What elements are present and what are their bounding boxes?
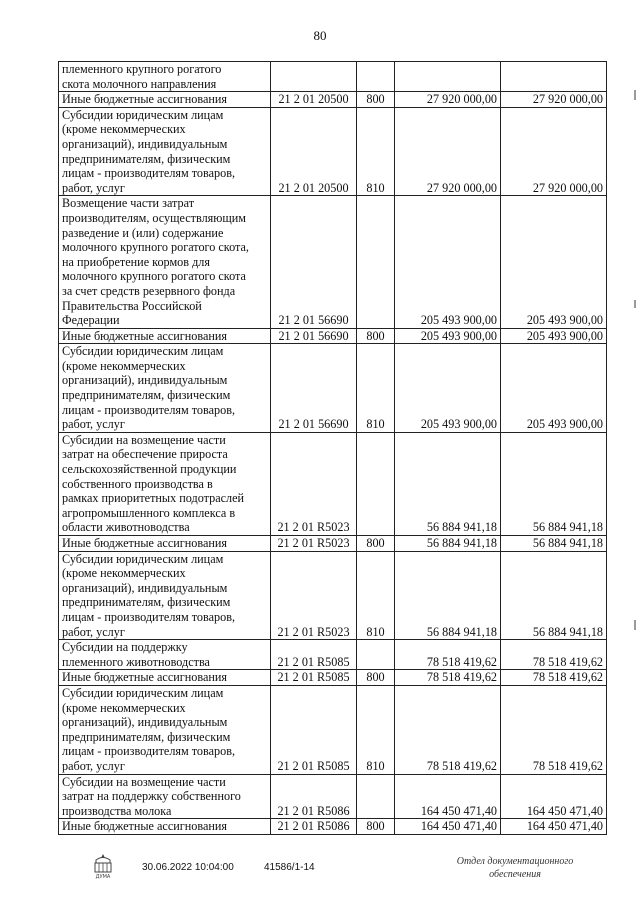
- row-name-cell: Субсидии юридическим лицам (кроме некоммерческих организаций), индивидуальным предпринимателям, физическим лицам - производителям товаров, работ, услуг: [59, 685, 271, 774]
- row-code-cell: 21 2 01 20500: [271, 92, 357, 108]
- row-name-cell: Субсидии на возмещение части затрат на поддержку собственного производства молока: [59, 774, 271, 819]
- row-name-cell: племенного крупного рогатого скота молочного направления: [59, 62, 271, 92]
- row-code-cell: 21 2 01 R5085: [271, 640, 357, 670]
- footer-department-stamp: Отдел документационного обеспечения: [456, 856, 574, 880]
- table-row: [59, 670, 607, 686]
- row-code-cell: 21 2 01 56690: [271, 196, 357, 328]
- duma-logo-icon: [90, 852, 116, 880]
- row-amount-1-cell: 56 884 941,18: [395, 536, 501, 552]
- row-amount-2-cell: 27 920 000,00: [501, 92, 607, 108]
- row-amount-2-cell: 56 884 941,18: [501, 432, 607, 535]
- footer-doc-number: 41586/1-14: [264, 862, 315, 873]
- row-code-cell: 21 2 01 R5023: [271, 536, 357, 552]
- row-expense-type-cell: 800: [357, 536, 395, 552]
- row-expense-type-cell: 810: [357, 685, 395, 774]
- row-code-cell: [271, 62, 357, 92]
- table-row: [59, 344, 607, 433]
- page-number: 80: [313, 28, 327, 43]
- footer: [0, 850, 640, 890]
- row-amount-1-cell: 56 884 941,18: [395, 432, 501, 535]
- row-amount-2-cell: [501, 62, 607, 92]
- row-amount-2-cell: 56 884 941,18: [501, 536, 607, 552]
- row-code-cell: 21 2 01 56690: [271, 328, 357, 344]
- row-code-cell: 21 2 01 R5086: [271, 774, 357, 819]
- row-expense-type-cell: 800: [357, 819, 395, 835]
- row-name-cell: Субсидии на возмещение части затрат на обеспечение прироста сельскохозяйственной продукции собственного производства в рамках приоритетных подотраслей агропромышленного комплекса в области животноводства: [59, 432, 271, 535]
- row-code-cell: 21 2 01 R5023: [271, 551, 357, 640]
- svg-text:ДУМА: ДУМА: [95, 874, 111, 880]
- row-amount-2-cell: 205 493 900,00: [501, 328, 607, 344]
- row-name-cell: Иные бюджетные ассигнования: [59, 92, 271, 108]
- row-name-cell: Иные бюджетные ассигнования: [59, 536, 271, 552]
- table-row: [59, 328, 607, 344]
- row-amount-2-cell: 205 493 900,00: [501, 196, 607, 328]
- row-name-cell: Субсидии юридическим лицам (кроме некоммерческих организаций), индивидуальным предпринимателям, физическим лицам - производителям товаров, работ, услуг: [59, 551, 271, 640]
- row-amount-1-cell: 78 518 419,62: [395, 640, 501, 670]
- row-name-cell: Иные бюджетные ассигнования: [59, 670, 271, 686]
- row-expense-type-cell: 810: [357, 107, 395, 196]
- table-row: [59, 774, 607, 819]
- row-amount-1-cell: 27 920 000,00: [395, 107, 501, 196]
- row-code-cell: 21 2 01 R5085: [271, 685, 357, 774]
- row-name-cell: Возмещение части затрат производителям, осуществляющим разведение и (или) содержание молочного крупного рогатого скота, на приобретение кормов для молочного крупного рогатого скота за счет средств резервного фонда Правительства Российской Федерации: [59, 196, 271, 328]
- table-row: [59, 640, 607, 670]
- table-row: [59, 819, 607, 835]
- row-amount-1-cell: 78 518 419,62: [395, 685, 501, 774]
- table-row: [59, 551, 607, 640]
- row-amount-1-cell: 205 493 900,00: [395, 196, 501, 328]
- table-row: [59, 196, 607, 328]
- row-code-cell: 21 2 01 R5085: [271, 670, 357, 686]
- table-row: [59, 685, 607, 774]
- row-amount-2-cell: 27 920 000,00: [501, 107, 607, 196]
- table-row: [59, 107, 607, 196]
- row-code-cell: 21 2 01 20500: [271, 107, 357, 196]
- row-expense-type-cell: [357, 432, 395, 535]
- table-row: [59, 536, 607, 552]
- row-amount-1-cell: 205 493 900,00: [395, 328, 501, 344]
- row-amount-2-cell: 78 518 419,62: [501, 640, 607, 670]
- row-name-cell: Иные бюджетные ассигнования: [59, 819, 271, 835]
- row-name-cell: Субсидии юридическим лицам (кроме некоммерческих организаций), индивидуальным предпринимателям, физическим лицам - производителям товаров, работ, услуг: [59, 344, 271, 433]
- row-amount-2-cell: 56 884 941,18: [501, 551, 607, 640]
- margin-mark: [634, 300, 636, 308]
- row-amount-2-cell: 164 450 471,40: [501, 774, 607, 819]
- row-amount-1-cell: 56 884 941,18: [395, 551, 501, 640]
- budget-table-body: [59, 62, 607, 835]
- row-amount-1-cell: 78 518 419,62: [395, 670, 501, 686]
- row-expense-type-cell: [357, 640, 395, 670]
- row-expense-type-cell: 810: [357, 551, 395, 640]
- row-expense-type-cell: 800: [357, 670, 395, 686]
- row-amount-1-cell: 164 450 471,40: [395, 819, 501, 835]
- row-amount-2-cell: 205 493 900,00: [501, 344, 607, 433]
- table-row: [59, 92, 607, 108]
- row-expense-type-cell: [357, 196, 395, 328]
- row-code-cell: 21 2 01 R5086: [271, 819, 357, 835]
- row-amount-2-cell: 164 450 471,40: [501, 819, 607, 835]
- row-expense-type-cell: 800: [357, 92, 395, 108]
- row-expense-type-cell: 800: [357, 328, 395, 344]
- row-amount-1-cell: 205 493 900,00: [395, 344, 501, 433]
- row-expense-type-cell: [357, 62, 395, 92]
- row-code-cell: 21 2 01 R5023: [271, 432, 357, 535]
- row-expense-type-cell: [357, 774, 395, 819]
- row-name-cell: Субсидии юридическим лицам (кроме некоммерческих организаций), индивидуальным предпринимателям, физическим лицам - производителям товаров, работ, услуг: [59, 107, 271, 196]
- row-amount-2-cell: 78 518 419,62: [501, 685, 607, 774]
- row-code-cell: 21 2 01 56690: [271, 344, 357, 433]
- row-amount-2-cell: 78 518 419,62: [501, 670, 607, 686]
- table-row: [59, 432, 607, 535]
- margin-mark: [634, 90, 636, 100]
- budget-table: [58, 61, 607, 835]
- row-amount-1-cell: 27 920 000,00: [395, 92, 501, 108]
- row-name-cell: Иные бюджетные ассигнования: [59, 328, 271, 344]
- row-expense-type-cell: 810: [357, 344, 395, 433]
- table-row: [59, 62, 607, 92]
- footer-date: 30.06.2022 10:04:00: [142, 862, 234, 873]
- row-amount-1-cell: [395, 62, 501, 92]
- margin-mark: [634, 620, 636, 630]
- row-amount-1-cell: 164 450 471,40: [395, 774, 501, 819]
- row-name-cell: Субсидии на поддержку племенного животноводства: [59, 640, 271, 670]
